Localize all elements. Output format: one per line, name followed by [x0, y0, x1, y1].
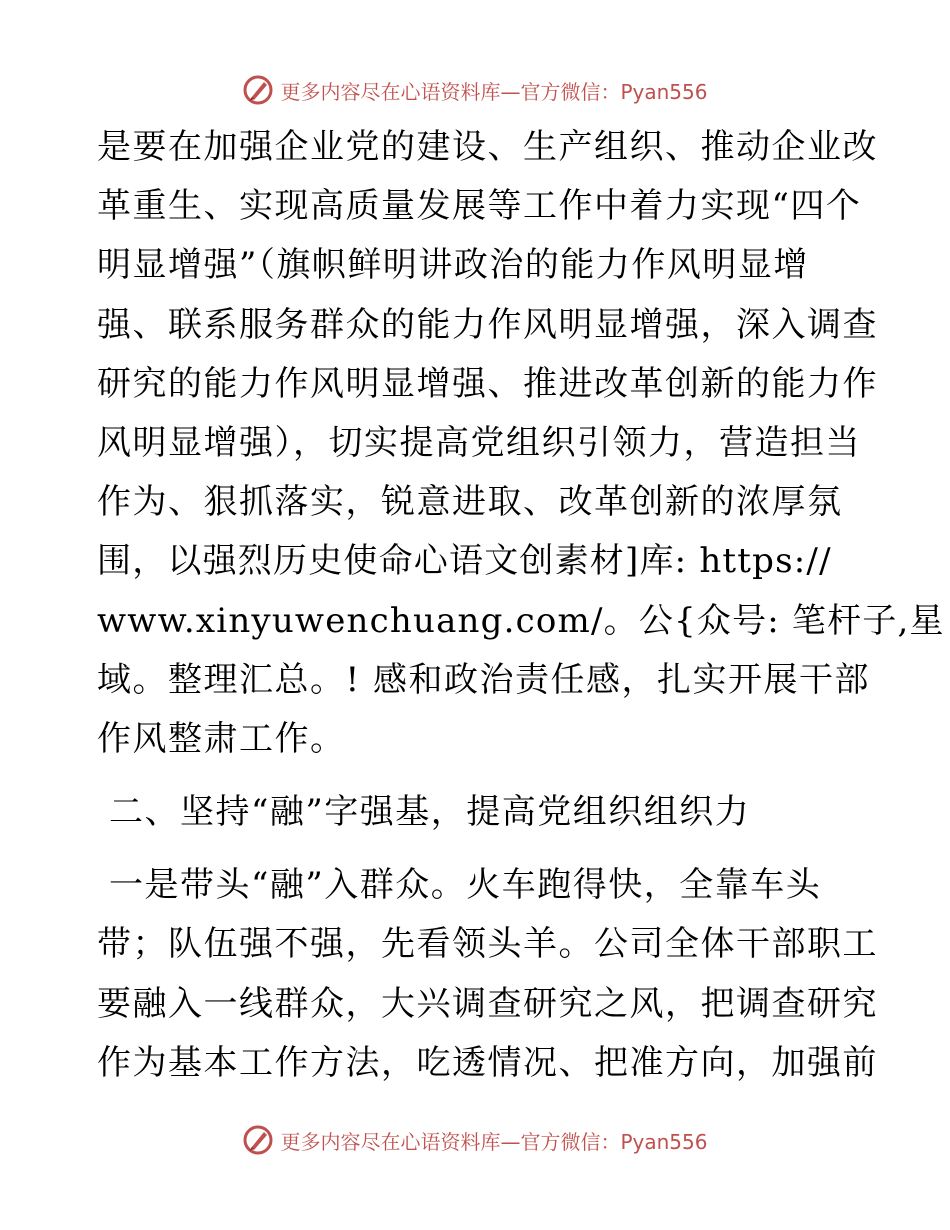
header-watermark-text: 更多内容尽在心语资料库—官方微信：Pyan556 — [280, 79, 708, 104]
text-line: www.xinyuwenchuang.com/。公{众号: 笔杆子,星 — [97, 600, 945, 641]
text-line: 域。整理汇总。! 感和政治责任感，扎实开展干部 — [97, 659, 870, 700]
paragraph-1 — [97, 118, 945, 769]
quill-logo-icon — [242, 74, 274, 106]
text-line: 是要在加强企业党的建设、生产组织、推动企业改 — [97, 127, 878, 167]
text-line: 研究的能力作风明显增强、推进改革创新的能力作 — [97, 363, 878, 404]
text-line: 一是带头“融”入群众。火车跑得快，全靠车头 — [109, 865, 822, 906]
text-line: 风明显增强），切实提高党组织引领力，营造担当 — [97, 422, 861, 463]
text-line: 作为基本工作方法，吃透情况、把准方向，加强前 — [97, 1042, 878, 1083]
text-line: 强、联系服务群众的能力作风明显增强，深入调查 — [97, 304, 878, 345]
quill-logo-icon — [242, 1124, 274, 1156]
document-body — [97, 118, 945, 1093]
text-line: 明显增强”（旗帜鲜明讲政治的能力作风明显增 — [97, 245, 809, 286]
footer-watermark-text: 更多内容尽在心语资料库—官方微信：Pyan556 — [280, 1129, 708, 1154]
header-watermark-banner — [0, 70, 950, 110]
text-line: 要融入一线群众，大兴调查研究之风，把调查研究 — [97, 983, 878, 1024]
text-line: 作风整肃工作。 — [97, 718, 346, 759]
text-line: 革重生、实现高质量发展等工作中着力实现“四个 — [97, 186, 862, 227]
paragraph-2 — [97, 856, 878, 1093]
text-line: 带；队伍强不强，先看领头羊。公司全体干部职工 — [97, 924, 878, 965]
section-heading: 二、坚持“融”字强基，提高党组织组织力 — [109, 792, 751, 833]
text-line: 作为、狠抓落实，锐意进取、改革创新的浓厚氛 — [97, 482, 843, 523]
text-line: 围，以强烈历史使命心语文创素材]库: https:// — [97, 541, 832, 582]
footer-watermark-banner — [0, 1120, 950, 1160]
